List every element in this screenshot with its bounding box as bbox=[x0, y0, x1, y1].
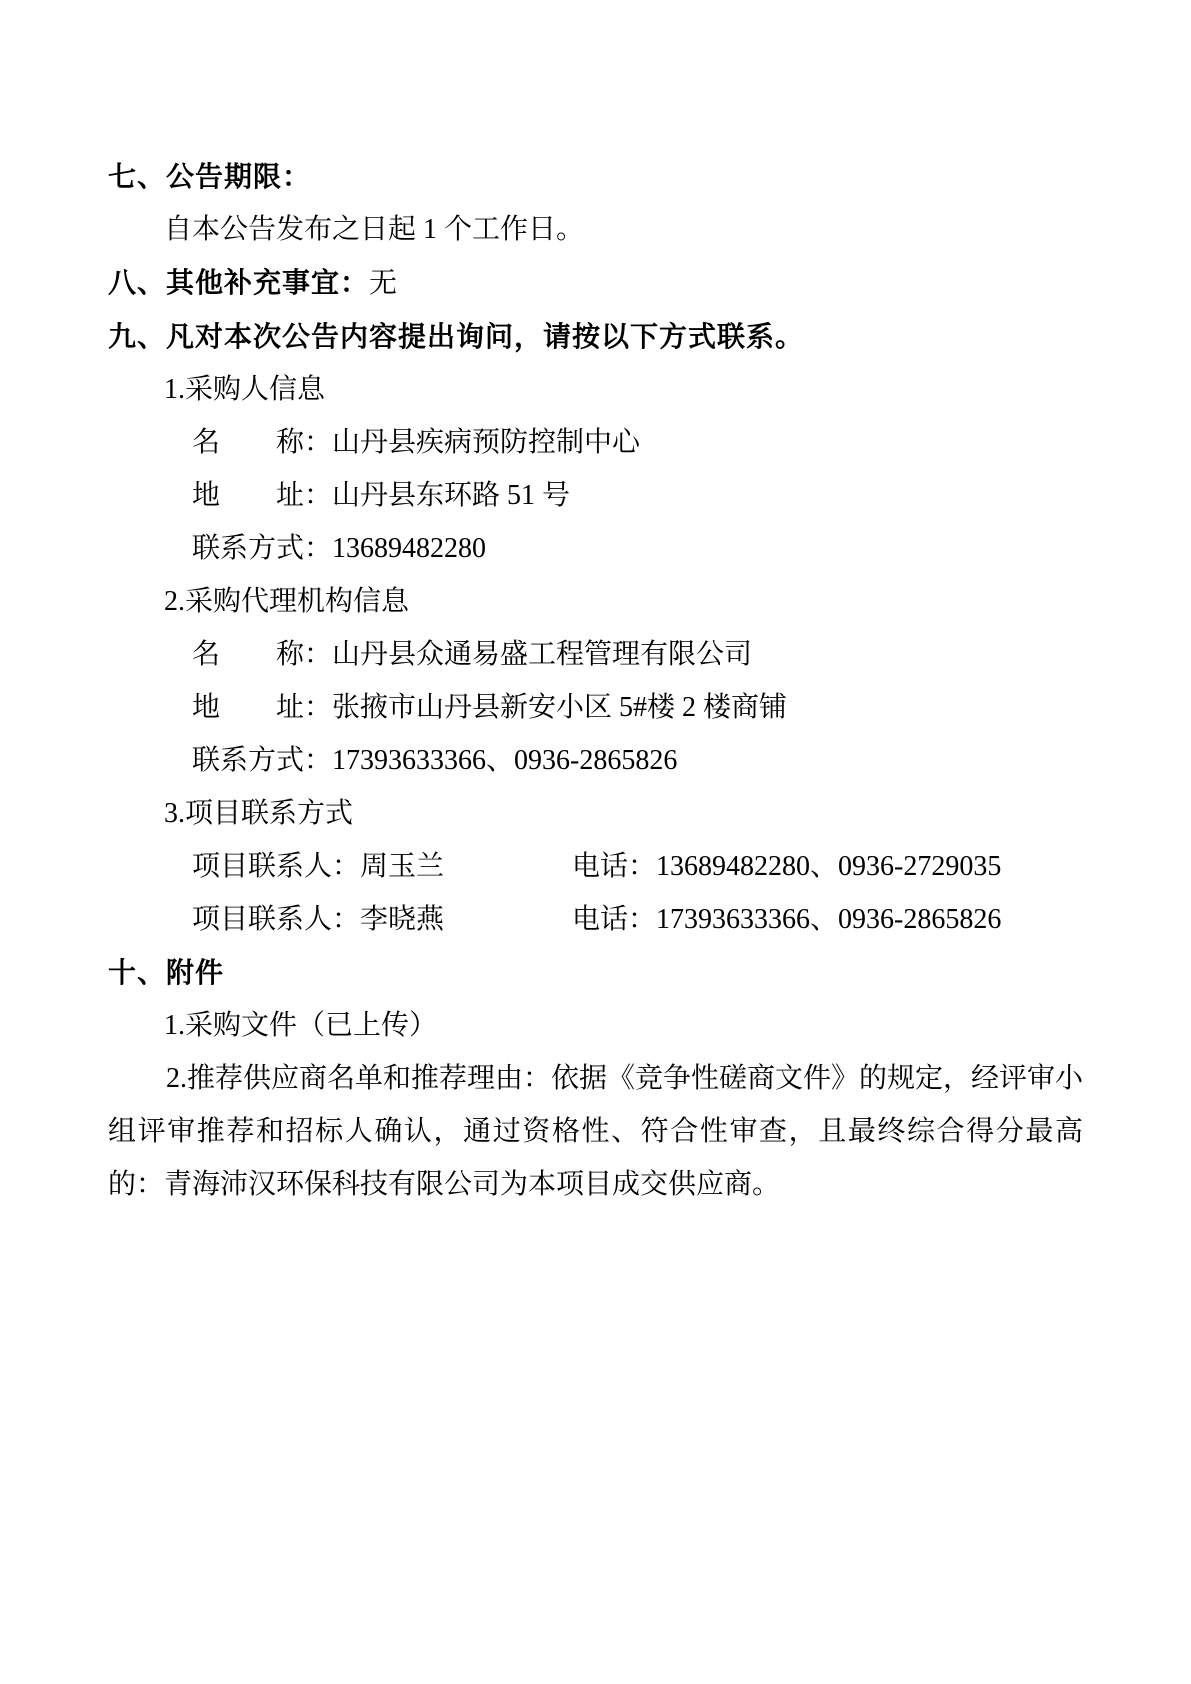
purchaser-address: 地 址：山丹县东环路 51 号 bbox=[192, 480, 571, 511]
section-8-heading: 八、其他补充事宜： bbox=[108, 267, 370, 298]
purchaser-name: 名 称：山丹县疾病预防控制中心 bbox=[192, 427, 641, 458]
section-7-heading: 七、公告期限： bbox=[108, 161, 312, 192]
agency-address: 地 址：张掖市山丹县新安小区 5#楼 2 楼商铺 bbox=[192, 692, 788, 723]
section-9-heading: 九、凡对本次公告内容提出询问，请按以下方式联系。 bbox=[108, 321, 805, 352]
section-8-value: 无 bbox=[369, 268, 398, 299]
attachment-item-1: 1.采购文件（已上传） bbox=[164, 1010, 438, 1041]
project-contact-person-2: 项目联系人：李晓燕 bbox=[192, 904, 445, 935]
agency-info-title: 2.采购代理机构信息 bbox=[164, 586, 410, 617]
agency-contact: 联系方式：17393633366、0936-2865826 bbox=[192, 745, 678, 776]
section-10-heading: 十、附件 bbox=[108, 957, 225, 988]
agency-name: 名 称：山丹县众通易盛工程管理有限公司 bbox=[192, 639, 753, 670]
attachment-item-2: 2.推荐供应商名单和推荐理由：依据《竞争性磋商文件》的规定，经评审小组评审推荐和招标人确认，通过资格性、符合性审查，且最终综合得分最高的：青海沛汉环保科技有限公司为本项目成交供应商。 bbox=[108, 1063, 1084, 1200]
project-contact-row-2 bbox=[108, 893, 1083, 946]
purchaser-contact: 联系方式：13689482280 bbox=[192, 533, 487, 564]
project-contact-phone-2: 电话：17393633366、0936-2865826 bbox=[572, 904, 1002, 935]
section-8-line bbox=[108, 256, 1083, 310]
project-contact-row-1 bbox=[108, 840, 1083, 893]
purchaser-info-title: 1.采购人信息 bbox=[164, 374, 326, 405]
project-contact-title: 3.项目联系方式 bbox=[164, 798, 354, 829]
section-7-body: 自本公告发布之日起 1 个工作日。 bbox=[164, 214, 585, 245]
project-contact-person-1: 项目联系人：周玉兰 bbox=[192, 851, 445, 882]
project-contact-phone-1: 电话：13689482280、0936-2729035 bbox=[572, 851, 1002, 882]
